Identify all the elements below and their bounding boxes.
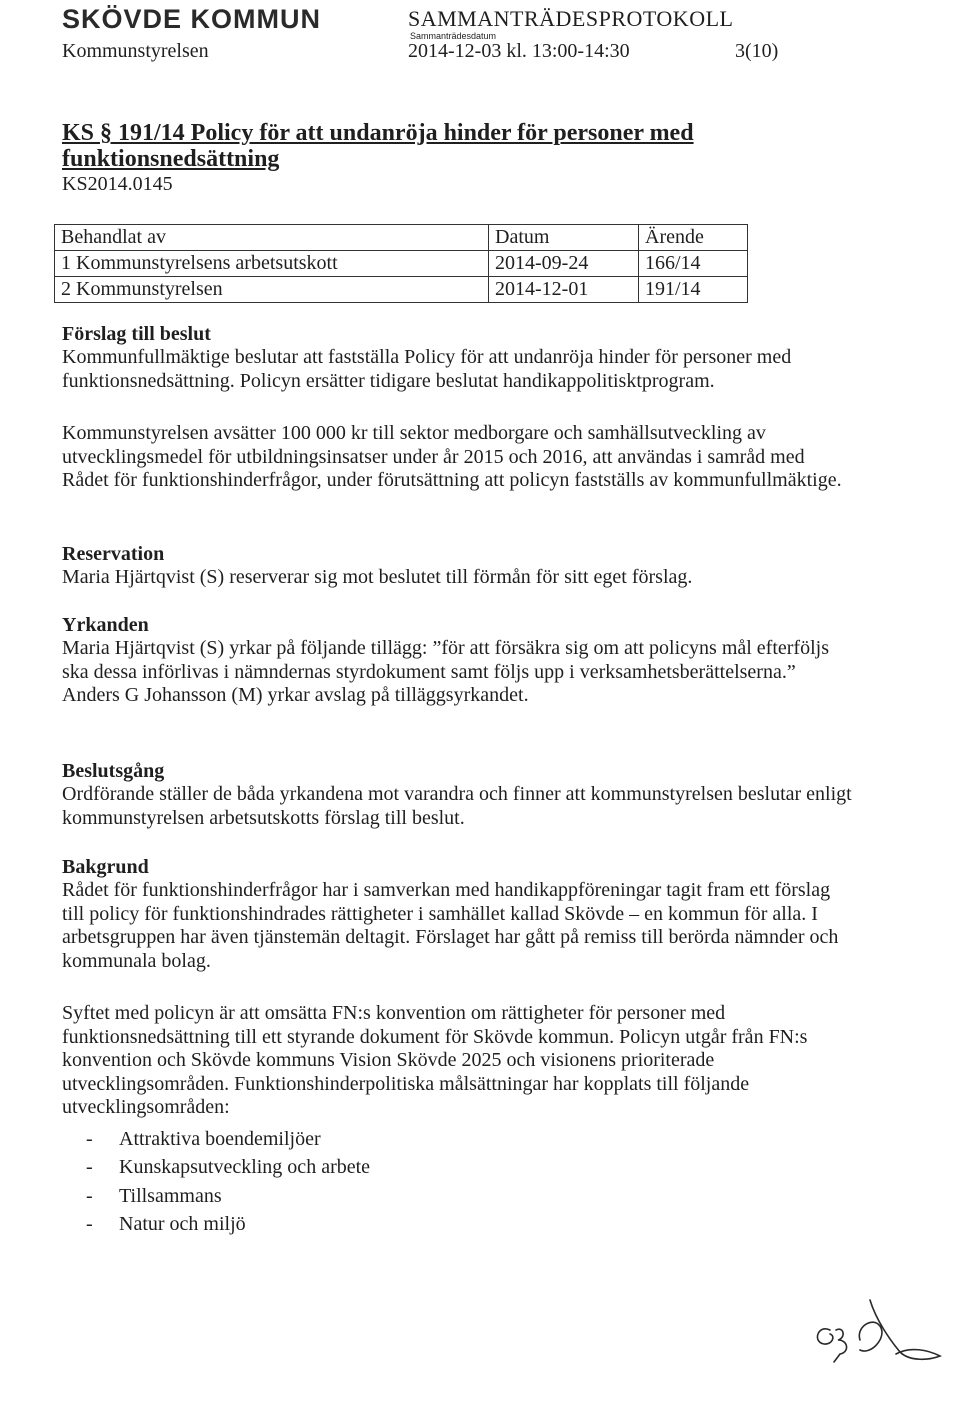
list-item: - Tillsammans: [62, 1182, 852, 1211]
table-cell: 2 Kommunstyrelsen: [55, 277, 489, 303]
development-areas-list: [62, 1125, 852, 1239]
reservation-section: [62, 542, 852, 590]
section-heading: Yrkanden: [62, 614, 149, 636]
table-header-row: [55, 225, 748, 251]
handling-table: [54, 224, 748, 303]
paragraph: Kommunfullmäktige beslutar att fastställa Policy för att undanröja hinder för personer med funktionsnedsättning. Policyn ersätter tidigare beslutat handikappolitisktprogram.: [62, 346, 792, 392]
list-item: - Attraktiva boendemiljöer: [62, 1125, 852, 1154]
table-header-cell: Behandlat av: [55, 225, 489, 251]
section-heading: Reservation: [62, 543, 165, 565]
table-cell: 2014-12-01: [489, 277, 639, 303]
page-number: 3(10): [735, 40, 779, 62]
case-number: KS2014.0145: [62, 173, 173, 195]
table-cell: 1 Kommunstyrelsens arbetsutskott: [55, 251, 489, 277]
table-row: [55, 277, 748, 303]
table-header-cell: Datum: [489, 225, 639, 251]
proposal-section-continued: [62, 422, 852, 493]
table-cell: 191/14: [639, 277, 748, 303]
meeting-date-label: Sammanträdesdatum: [410, 31, 497, 41]
paragraph: Anders G Johansson (M) yrkar avslag på tilläggsyrkandet.: [62, 684, 529, 706]
section-heading: Bakgrund: [62, 856, 149, 878]
background-section: [62, 855, 852, 973]
paragraph: Ordförande ställer de båda yrkandena mot varandra och finner att kommunstyrelsen beslutar enligt kommunstyrelsen arbetsutskotts förslag till beslut.: [62, 783, 852, 829]
section-heading: Förslag till beslut: [62, 323, 211, 345]
section-heading: Beslutsgång: [62, 760, 165, 782]
background-section-continued: [62, 1002, 852, 1239]
decision-procedure-section: [62, 759, 852, 830]
motions-section: [62, 613, 852, 708]
paragraph: Maria Hjärtqvist (S) yrkar på följande tillägg: ”för att försäkra sig om att policyns mål efterföljs ska dessa införlivas i nämndernas styrdokument samt följs upp i verksamhetsberättelserna.”: [62, 637, 829, 683]
paragraph: Rådet för funktionshinderfrågor har i samverkan med handikappföreningar tagit fram ett förslag till policy för funktionshindrades rättigheter i samhället kallad Skövde – en kommun för alla. I arbetsgruppen har även tjänstemän deltagit. Förslaget har gått på remiss till berörda nämnder och kommunala bolag.: [62, 879, 839, 972]
list-item: - Kunskapsutveckling och arbete: [62, 1153, 852, 1182]
table-cell: 2014-09-24: [489, 251, 639, 277]
paragraph: Kommunstyrelsen avsätter 100 000 kr till sektor medborgare och samhällsutveckling av utvecklingsmedel för utbildningsinsatser under år 2015 och 2016, att användas i samråd med Rådet för funktionshinderfrågor, under förutsättning att policyn fastställs av kommunfullmäktige.: [62, 422, 842, 491]
list-item: - Natur och miljö: [62, 1210, 852, 1239]
meeting-datetime: 2014-12-03 kl. 13:00-14:30: [408, 40, 630, 62]
proposal-section: [62, 322, 852, 393]
document-type: SAMMANTRÄDESPROTOKOLL: [408, 6, 734, 31]
page-title: KS § 191/14 Policy för att undanröja hinder för personer med funktionsnedsättning: [62, 120, 694, 172]
municipality-logo: SKÖVDE KOMMUN: [62, 4, 322, 34]
organization-name: Kommunstyrelsen: [62, 40, 209, 62]
handwritten-initials: [800, 1290, 950, 1380]
table-row: [55, 251, 748, 277]
paragraph: Maria Hjärtqvist (S) reserverar sig mot beslutet till förmån för sitt eget förslag.: [62, 566, 693, 588]
table-cell: 166/14: [639, 251, 748, 277]
paragraph: Syftet med policyn är att omsätta FN:s konvention om rättigheter för personer med funktionsnedsättning till ett styrande dokument för Skövde kommun. Policyn utgår från FN:s konvention och Skövde kommuns Vision Skövde 2025 och visionens prioriterade utvecklingsområden. Funktionshinderpolitiska målsättningar har kopplats till följande utvecklingsområden:: [62, 1002, 808, 1118]
table-header-cell: Ärende: [639, 225, 748, 251]
